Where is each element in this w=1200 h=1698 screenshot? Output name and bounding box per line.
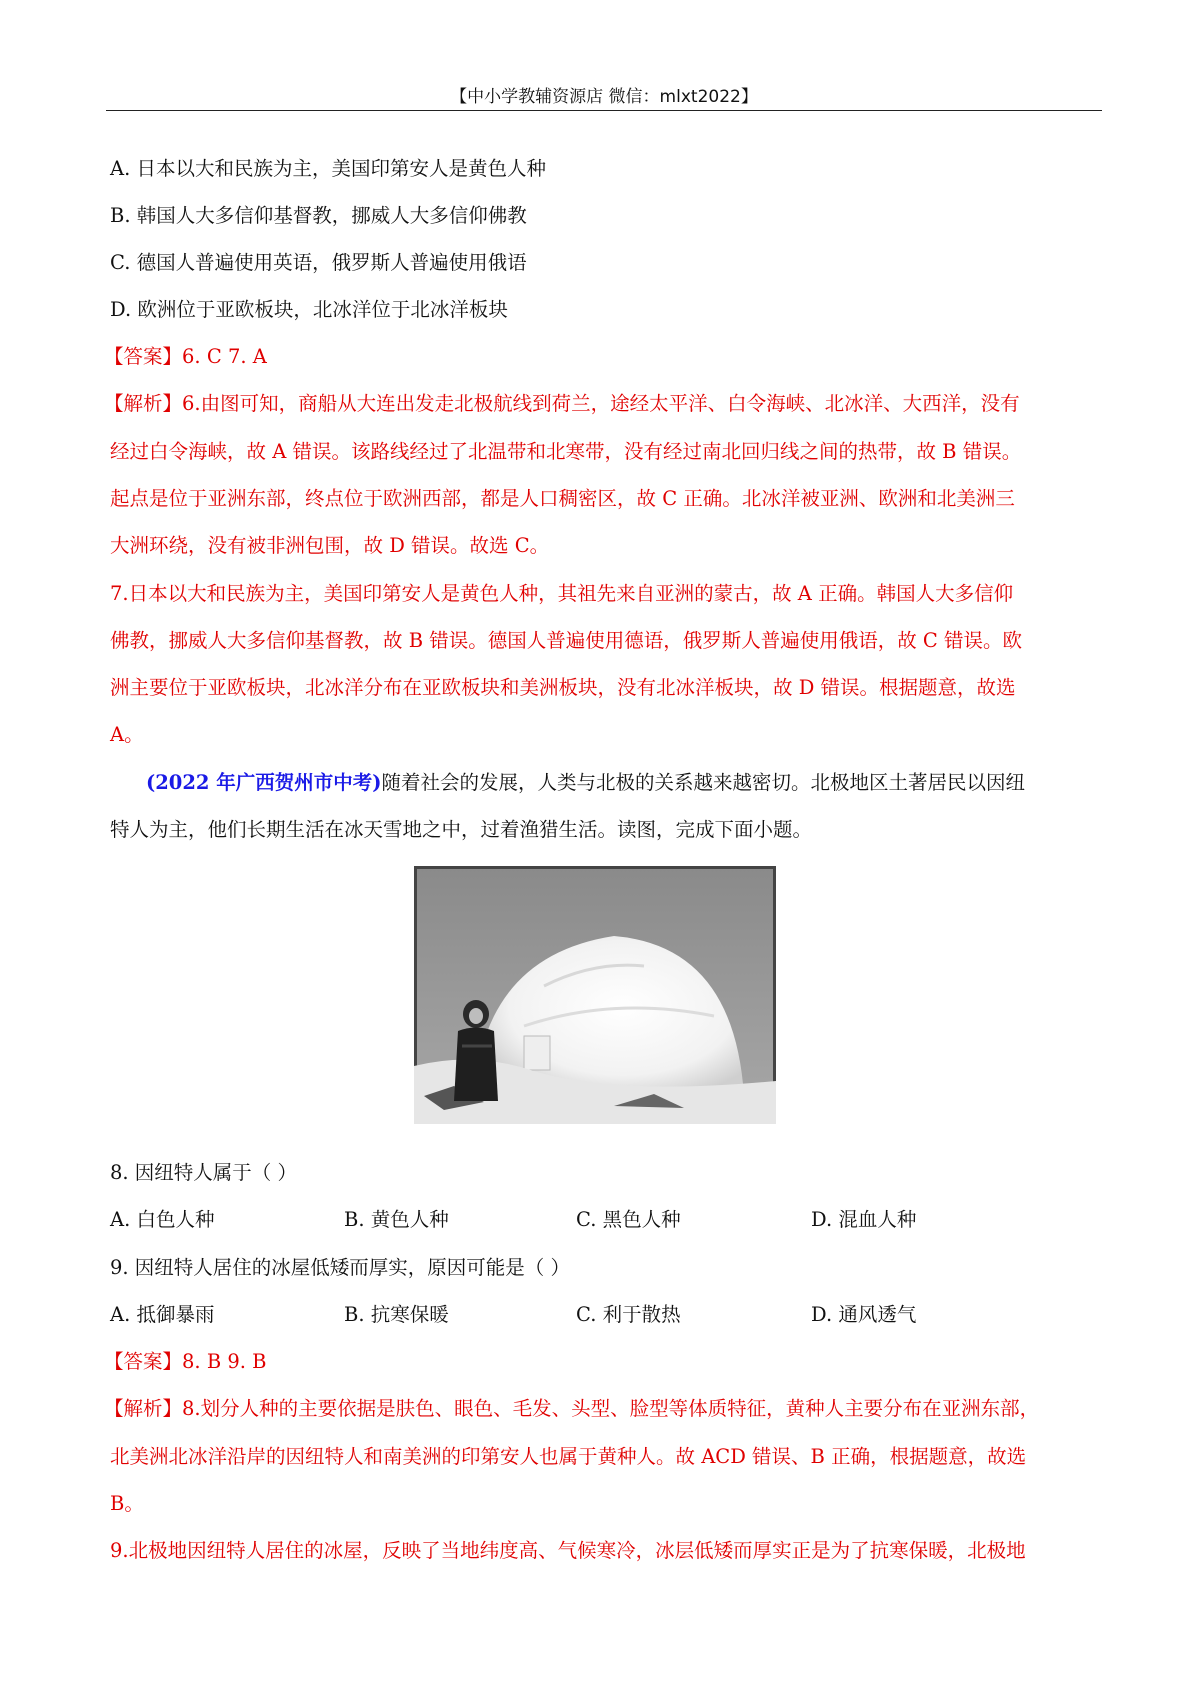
q8-option-c: C. 黑色人种: [576, 1208, 681, 1231]
question-8-stem: 8. 因纽特人属于（ ）: [110, 1161, 298, 1184]
answer-tag: 【答案】: [104, 1350, 183, 1373]
q8-option-d: D. 混血人种: [811, 1208, 917, 1231]
analysis-line: B。: [110, 1492, 144, 1515]
analysis-tag: 【解析】: [104, 392, 183, 415]
analysis-line: 起点是位于亚洲东部，终点位于欧洲西部，都是人口稠密区，故 C 正确。北冰洋被亚洲、欧洲和北美洲三: [110, 487, 1015, 510]
igloo-photo: [414, 866, 776, 1124]
answer-text: 6. C 7. A: [182, 345, 267, 368]
answer-text: 8. B 9. B: [182, 1350, 267, 1373]
question-source: (2022 年广西贺州市中考): [146, 771, 382, 794]
answer-line-2: [104, 1349, 266, 1375]
analysis-line: [104, 1396, 1039, 1422]
answer-tag: 【答案】: [104, 345, 183, 368]
q9-option-b: B. 抗寒保暖: [344, 1303, 449, 1326]
q8-option-a: A. 白色人种: [110, 1208, 215, 1231]
q8-option-b: B. 黄色人种: [344, 1208, 449, 1231]
option-d: D. 欧洲位于亚欧板块，北冰洋位于北冰洋板块: [110, 298, 508, 321]
q9-option-a: A. 抵御暴雨: [110, 1303, 215, 1326]
option-c: C. 德国人普遍使用英语，俄罗斯人普遍使用俄语: [110, 251, 527, 274]
analysis-line: 经过白令海峡，故 A 错误。该路线经过了北温带和北寒带，没有经过南北回归线之间的热带，故 B 错误。: [110, 440, 1022, 463]
intro-text: 随着社会的发展，人类与北极的关系越来越密切。北极地区土著居民以因纽: [381, 771, 1026, 794]
option-a: A. 日本以大和民族为主，美国印第安人是黄色人种: [110, 157, 546, 180]
q9-option-c: C. 利于散热: [576, 1303, 681, 1326]
analysis-text: 8.划分人种的主要依据是肤色、眼色、毛发、头型、脸型等体质特征，黄种人主要分布在亚洲东部，: [182, 1397, 1040, 1420]
analysis-line: 佛教，挪威人大多信仰基督教，故 B 错误。德国人普遍使用德语，俄罗斯人普遍使用俄语，故 C 错误。欧: [110, 629, 1023, 652]
analysis-line: [104, 391, 1020, 417]
analysis-tag: 【解析】: [104, 1397, 183, 1420]
question-9-stem: 9. 因纽特人居住的冰屋低矮而厚实，原因可能是（ ）: [110, 1256, 571, 1279]
analysis-line: 洲主要位于亚欧板块，北冰洋分布在亚欧板块和美洲板块，没有北冰洋板块，故 D 错误。根据题意，故选: [110, 676, 1016, 699]
analysis-line: A。: [110, 723, 144, 746]
header-divider: [106, 110, 1102, 111]
analysis-text: 6.由图可知，商船从大连出发走北极航线到荷兰，途经太平洋、白令海峡、北冰洋、大西洋，没有: [182, 392, 1020, 415]
analysis-line: 9.北极地因纽特人居住的冰屋，反映了当地纬度高、气候寒冷，冰层低矮而厚实正是为了抗寒保暖，北极地: [110, 1539, 1026, 1562]
page-header: 【中小学教辅资源店 微信：mlxt2022】: [450, 87, 758, 107]
analysis-line: 北美洲北冰洋沿岸的因纽特人和南美洲的印第安人也属于黄种人。故 ACD 错误、B 正确，根据题意，故选: [110, 1445, 1027, 1468]
intro-line-2: 特人为主，他们长期生活在冰天雪地之中，过着渔猎生活。读图，完成下面小题。: [110, 818, 813, 841]
intro-line-1: [146, 770, 1025, 796]
q9-option-d: D. 通风透气: [811, 1303, 917, 1326]
option-b: B. 韩国人大多信仰基督教，挪威人大多信仰佛教: [110, 204, 527, 227]
answer-line-1: [104, 344, 267, 370]
analysis-line: 大洲环绕，没有被非洲包围，故 D 错误。故选 C。: [110, 534, 550, 557]
analysis-line: 7.日本以大和民族为主，美国印第安人是黄色人种，其祖先来自亚洲的蒙古，故 A 正确。韩国人大多信仰: [110, 582, 1014, 605]
